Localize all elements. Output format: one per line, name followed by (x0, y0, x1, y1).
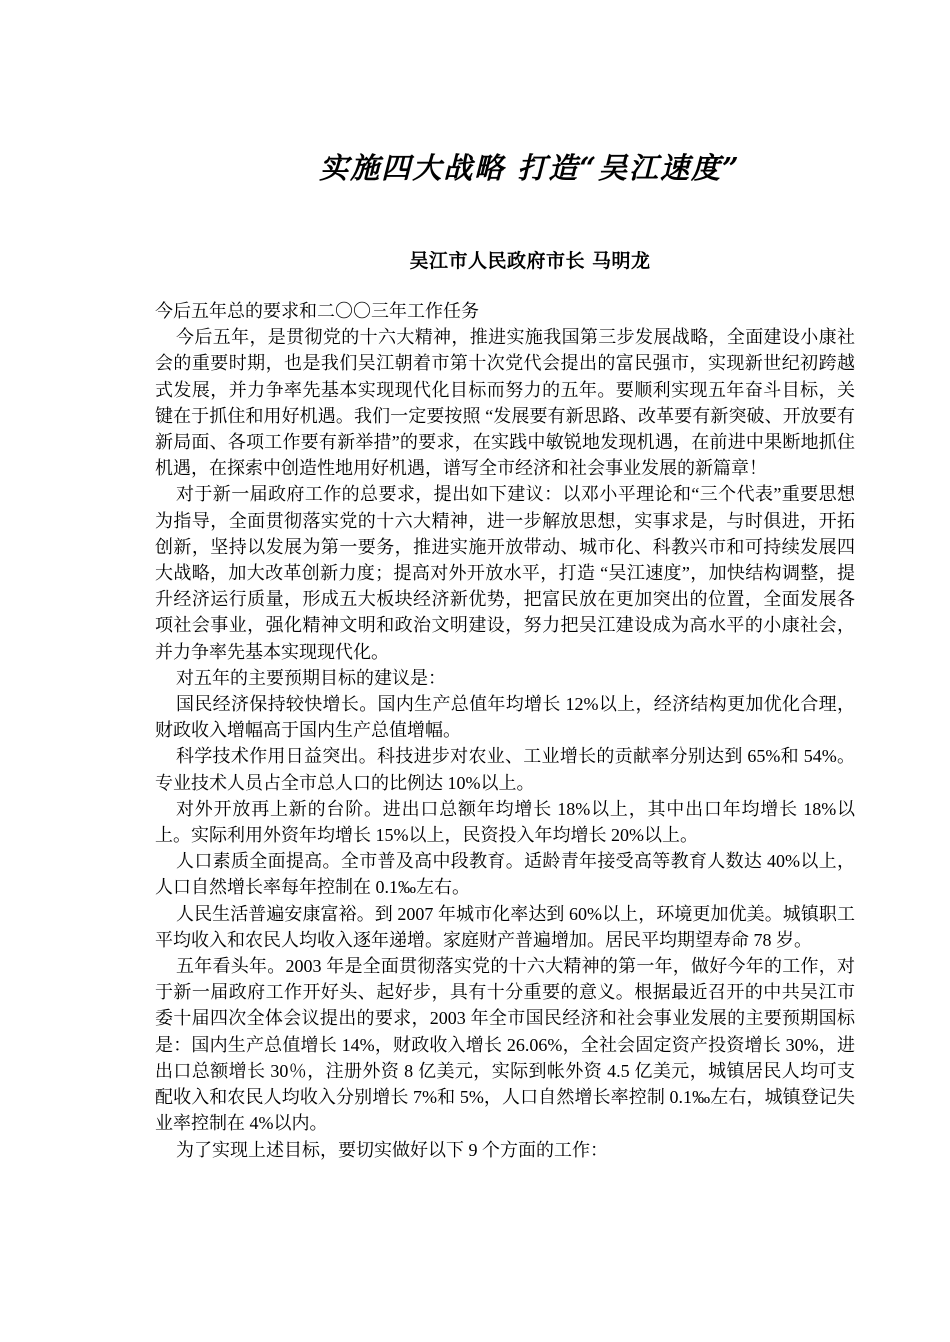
section-heading: 今后五年总的要求和二〇〇三年工作任务 (155, 301, 479, 321)
document-title: 实施四大战略 打造“吴江速度” (319, 151, 741, 185)
paragraph: 科学技术作用日益突出。科技进步对农业、工业增长的贡献率分别达到 65%和 54%。专业技术人员占全市总人口的比例达 10%以上。 (155, 746, 855, 793)
paragraph: 对于新一届政府工作的总要求，提出如下建议：以邓小平理论和“三个代表”重要思想为指导，全面贯彻落实党的十六大精神，进一步解放思想，实事求是，与时俱进，开拓创新，坚持以发展为第一要务，推进实施开放带动、城市化、科教兴市和可持续发展四大战略，加大改革创新力度；提高对外开放水平，打造 “吴江速度”，加快结构调整，提升经济运行质量，形成五大板块经济新优势，把富民放在更加突出的位置，全面发展各项社会事业，强化精神文明和政治文明建设，努力把吴江建设成为高水平的小康社会，并力争率先基本实现现代化。 (155, 484, 855, 662)
paragraph: 今后五年，是贯彻党的十六大精神，推进实施我国第三步发展战略，全面建设小康社会的重要时期，也是我们吴江朝着市第十次党代会提出的富民强市，实现新世纪初跨越式发展，并力争率先基本实现现代化目标而努力的五年。要顺利实现五年奋斗目标，关键在于抓住和用好机遇。我们一定要按照 “发展要有新思路、改革要有新突破、开放要有新局面、各项工作要有新举措”的要求，在实践中敏锐地发现机遇，在前进中果断地抓住机遇，在探索中创造性地用好机遇，谱写全市经济和社会事业发展的新篇章！ (155, 327, 855, 479)
author-line: 吴江市人民政府市长 马明龙 (409, 250, 651, 272)
paragraph: 对五年的主要预期目标的建议是： (176, 667, 446, 688)
paragraph: 人口素质全面提高。全市普及高中段教育。适龄青年接受高等教育人数达 40%以上，人口自然增长率每年控制在 0.1‰左右。 (155, 851, 855, 898)
paragraph: 人民生活普遍安康富裕。到 2007 年城市化率达到 60%以上，环境更加优美。城镇职工平均收入和农民人均收入逐年递增。家庭财产普遍增加。居民平均期望寿命 78 岁。 (155, 903, 855, 950)
document-body (155, 298, 855, 1163)
paragraph: 国民经济保持较快增长。国内生产总值年均增长 12%以上，经济结构更加优化合理，财政收入增幅高于国内生产总值增幅。 (155, 694, 855, 741)
paragraph: 对外开放再上新的台阶。进出口总额年均增长 18%以上，其中出口年均增长 18%以上。实际利用外资年均增长 15%以上，民资投入年均增长 20%以上。 (155, 798, 855, 846)
paragraph: 五年看头年。2003 年是全面贯彻落实党的十六大精神的第一年，做好今年的工作，对于新一届政府工作开好头、起好步，具有十分重要的意义。根据最近召开的中共吴江市委十届四次全体会议提出的要求，2003 年全市国民经济和社会事业发展的主要预期国标是：国内生产总值增长 14%，财政收入增长 26.06%，全社会固定资产投资增长 30%，进出口总额增长 30％，注册外资 8 亿美元，实际到帐外资 4.5 亿美元，城镇居民人均可支配收入和农民人均收入分别增长 7%和 5%，人口自然增长率控制 0.1‰左右，城镇登记失业率控制在 4%以内。 (155, 956, 855, 1134)
paragraph: 为了实现上述目标，要切实做好以下 9 个方面的工作： (176, 1139, 608, 1160)
